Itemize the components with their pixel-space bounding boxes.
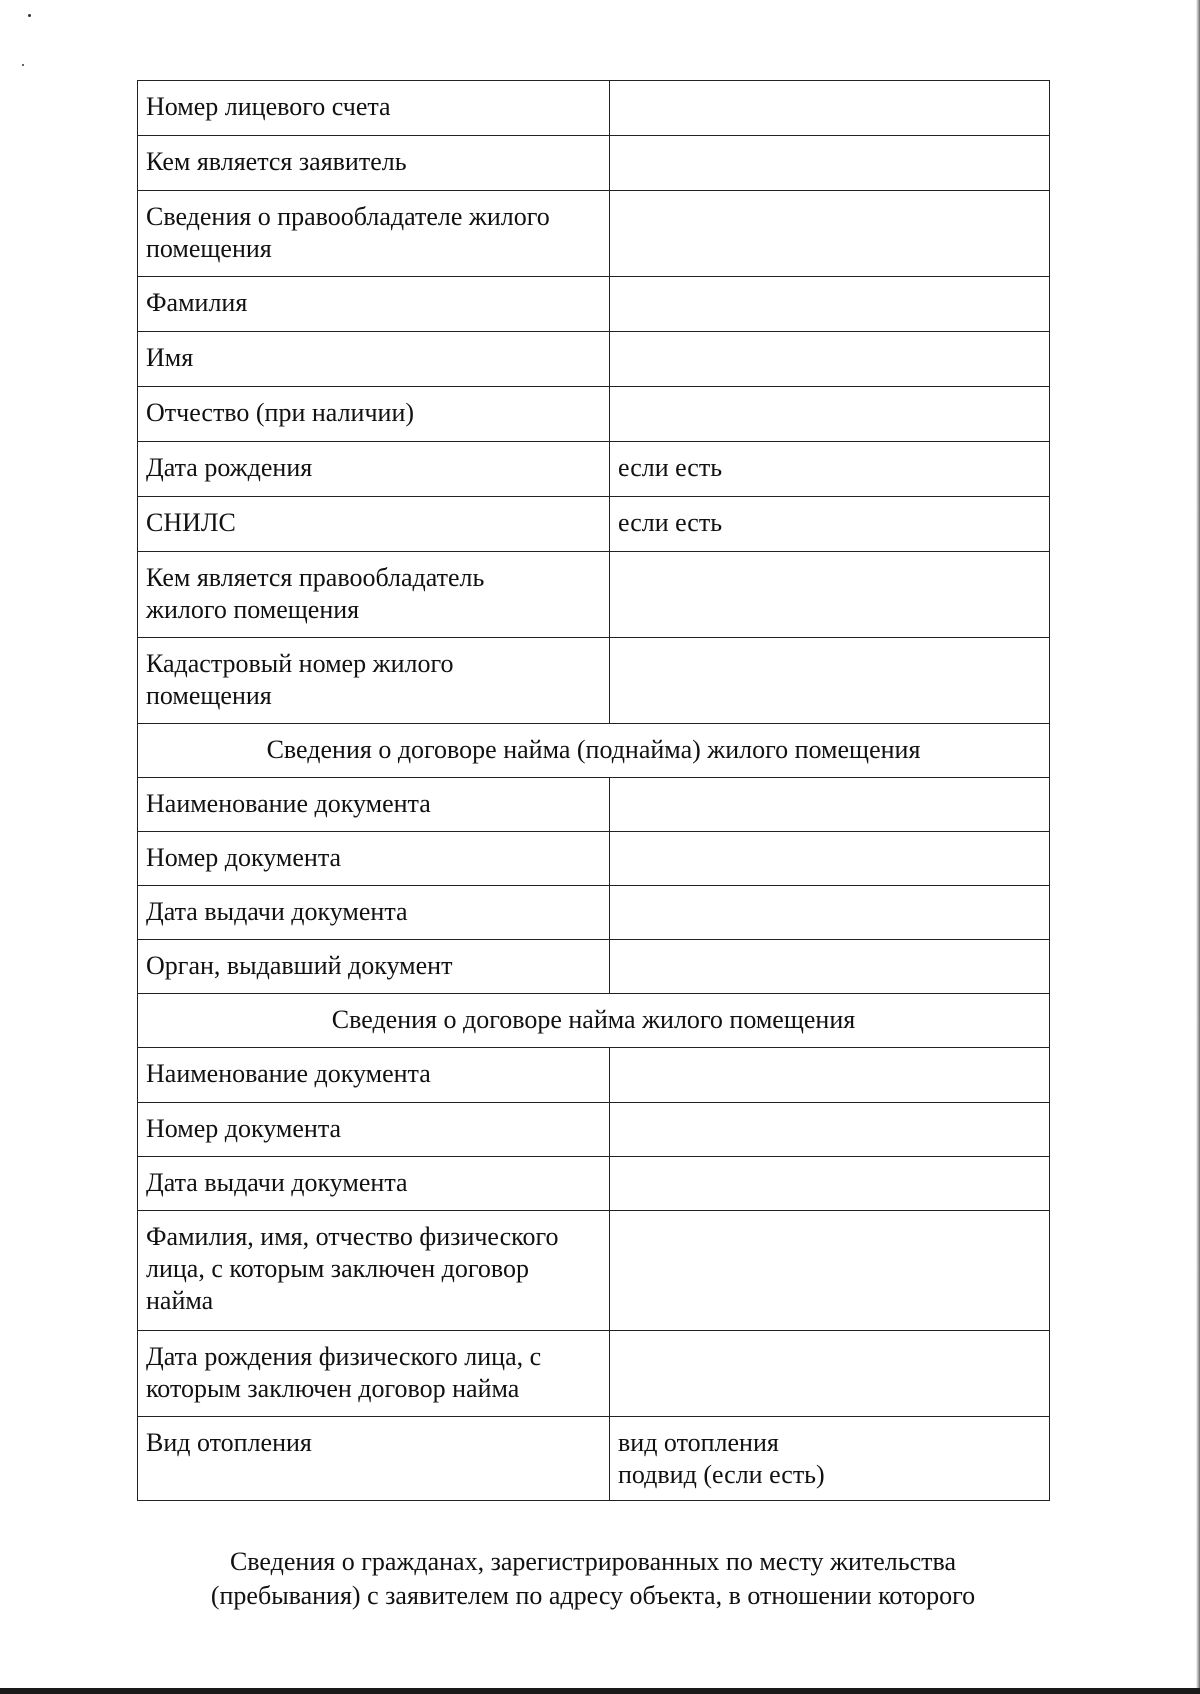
section-title: Сведения о договоре найма (поднайма) жилого помещения: [138, 724, 1050, 778]
table-row: [138, 1048, 1050, 1103]
field-value[interactable]: [610, 497, 1050, 552]
field-label-line: жилого помещения: [146, 595, 360, 624]
table-row: [138, 1157, 1050, 1211]
page-edge-right: [1196, 0, 1200, 1694]
field-label: [138, 277, 610, 332]
field-value-line: подвид (если есть): [618, 1460, 825, 1489]
field-value-line: вид отопления: [618, 1428, 779, 1457]
field-label: [138, 442, 610, 497]
field-label-line: помещения: [146, 234, 272, 263]
field-label: [138, 1211, 610, 1331]
field-value[interactable]: [610, 136, 1050, 191]
field-label-line: Кем является правообладатель: [146, 563, 485, 592]
field-label: [138, 1331, 610, 1417]
field-label: [138, 497, 610, 552]
field-value[interactable]: [610, 552, 1050, 638]
field-value[interactable]: [610, 832, 1050, 886]
field-label: [138, 1103, 610, 1157]
field-value[interactable]: [610, 332, 1050, 387]
applicant-info-table-body: [138, 81, 1050, 1501]
field-label: [138, 81, 610, 136]
field-label-line: Дата рождения физического лица, с: [146, 1342, 542, 1371]
field-value[interactable]: [610, 277, 1050, 332]
field-label-line: Дата выдачи документа: [146, 897, 408, 926]
field-label: [138, 778, 610, 832]
section-title: Сведения о договоре найма жилого помещения: [138, 994, 1050, 1048]
table-row: [138, 886, 1050, 940]
field-value[interactable]: [610, 81, 1050, 136]
field-value[interactable]: [610, 1157, 1050, 1211]
table-row: [138, 1417, 1050, 1501]
field-label: [138, 1048, 610, 1103]
field-label-line: Номер документа: [146, 1114, 342, 1143]
field-label: [138, 638, 610, 724]
applicant-info-table: [137, 80, 1050, 1501]
footer-line-1: Сведения о гражданах, зарегистрированных по месту жительства: [229, 1547, 957, 1576]
field-label-line: Номер лицевого счета: [146, 92, 391, 121]
field-value[interactable]: [610, 1211, 1050, 1331]
field-value-line: если есть: [618, 508, 723, 537]
field-label: [138, 387, 610, 442]
field-label-line: которым заключен договор найма: [146, 1374, 520, 1403]
field-value-line: если есть: [618, 453, 723, 482]
table-row: [138, 1103, 1050, 1157]
section-header-row: [138, 724, 1050, 778]
table-row: [138, 1211, 1050, 1331]
field-label-line: Фамилия, имя, отчество физического: [146, 1222, 559, 1251]
field-value[interactable]: [610, 1048, 1050, 1103]
field-label-line: Дата выдачи документа: [146, 1168, 408, 1197]
field-value[interactable]: [610, 638, 1050, 724]
field-label: [138, 886, 610, 940]
field-value[interactable]: [610, 191, 1050, 277]
field-label-line: Кем является заявитель: [146, 147, 407, 176]
field-label: [138, 832, 610, 886]
field-label-line: Номер документа: [146, 843, 342, 872]
field-label-line: Сведения о правообладателе жилого: [146, 202, 550, 231]
field-value[interactable]: [610, 1103, 1050, 1157]
table-row: [138, 638, 1050, 724]
table-row: [138, 940, 1050, 994]
table-row: [138, 332, 1050, 387]
field-value[interactable]: [610, 1331, 1050, 1417]
table-row: [138, 1331, 1050, 1417]
field-label-line: Кадастровый номер жилого: [146, 649, 454, 678]
field-label-line: Орган, выдавший документ: [146, 951, 453, 980]
field-value[interactable]: [610, 1417, 1050, 1501]
field-label: [138, 191, 610, 277]
field-label: [138, 1157, 610, 1211]
table-row: [138, 442, 1050, 497]
table-row: [138, 136, 1050, 191]
field-value[interactable]: [610, 940, 1050, 994]
table-row: [138, 81, 1050, 136]
field-value[interactable]: [610, 886, 1050, 940]
table-row: [138, 191, 1050, 277]
table-row: [138, 497, 1050, 552]
scan-speck: [22, 64, 24, 66]
field-label: [138, 940, 610, 994]
field-label-line: найма: [146, 1286, 214, 1315]
footer-line-2: (пребывания) с заявителем по адресу объекта, в отношении которого: [210, 1581, 976, 1610]
field-label-line: Дата рождения: [146, 453, 313, 482]
table-row: [138, 778, 1050, 832]
field-label: [138, 332, 610, 387]
field-label-line: Наименование документа: [146, 789, 431, 818]
field-value[interactable]: [610, 387, 1050, 442]
field-label-line: лица, с которым заключен договор: [146, 1254, 530, 1283]
field-label-line: помещения: [146, 681, 272, 710]
registered-citizens-heading: [137, 1545, 1049, 1613]
scan-speck: [28, 14, 31, 17]
field-label-line: Отчество (при наличии): [146, 398, 415, 427]
field-label: [138, 1417, 610, 1501]
field-label-line: Вид отопления: [146, 1428, 312, 1457]
field-label-line: Наименование документа: [146, 1059, 431, 1088]
table-row: [138, 277, 1050, 332]
field-label-line: СНИЛС: [146, 508, 236, 537]
field-label-line: Имя: [146, 343, 194, 372]
field-label-line: Фамилия: [146, 288, 248, 317]
field-label: [138, 136, 610, 191]
table-row: [138, 387, 1050, 442]
page-edge-bottom: [0, 1688, 1200, 1694]
field-value[interactable]: [610, 442, 1050, 497]
field-label: [138, 552, 610, 638]
table-row: [138, 832, 1050, 886]
section-header-row: [138, 994, 1050, 1048]
field-value[interactable]: [610, 778, 1050, 832]
table-row: [138, 552, 1050, 638]
